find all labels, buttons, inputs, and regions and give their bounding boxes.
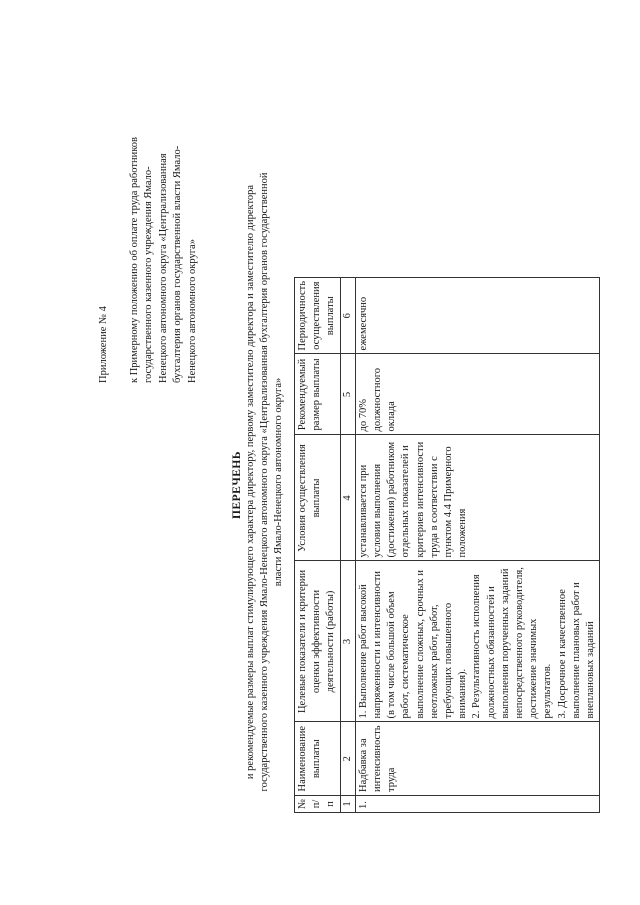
appendix-reference: к Примерному положению об оплате труда работников государственного казенного учреждения Ямало-Ненецкого автономного округа «Централизованная бухгалтерия органов государственной власти Ямало-Ненецкого автономного округа» bbox=[129, 137, 198, 383]
column-number: 3 bbox=[340, 561, 355, 722]
table-header-row bbox=[295, 277, 341, 812]
document-subheading: и рекомендуемые размеры выплат стимулирующего характера директору, первому заместителю директора и заместителю директора государственного казенного учреждения Ямало-Ненецкого автономного округа «Централизованная бухгалтерия органов государственной власти Ямало-Ненецкого автономного округа» bbox=[245, 172, 284, 792]
column-number: 4 bbox=[340, 435, 355, 561]
header-number: № п/п bbox=[295, 795, 341, 812]
column-number: 1 bbox=[340, 795, 355, 812]
row-periodicity: ежемесячно bbox=[355, 277, 599, 353]
header-payment-name: Наименование выплаты bbox=[295, 722, 341, 796]
row-number: 1. bbox=[355, 795, 599, 812]
header-criteria: Целевые показатели и критерии оценки эффективности деятельности (работы) bbox=[295, 561, 341, 722]
column-number: 5 bbox=[340, 354, 355, 435]
row-criteria: 1. Выполнение работ высокой напряженности и интенсивности (в том числе большой объем работ, систематическое выполнение сложных, срочных и неотложных работ, работ, требующих повышенного внимания). 2. Результативность исполнения должностных обязанностей и выполнения порученных заданий непосредственного руководителя, достижение значимых результатов. 3. Досрочное и качественное выполнение плановых работ и внеплановых заданий bbox=[355, 561, 599, 722]
header-conditions: Условия осуществления выплаты bbox=[295, 435, 341, 561]
column-number: 6 bbox=[340, 277, 355, 353]
header-amount: Рекомендуемый размер выплаты bbox=[295, 354, 341, 435]
header-periodicity: Периодичность осуществления выплаты bbox=[295, 277, 341, 353]
column-number: 2 bbox=[340, 722, 355, 796]
row-amount: до 70% должностного оклада bbox=[355, 354, 599, 435]
column-number-row bbox=[340, 277, 355, 812]
table-row bbox=[355, 277, 599, 812]
payments-table bbox=[294, 277, 600, 813]
appendix-title: Приложение № 4 bbox=[98, 306, 109, 383]
document-heading: ПЕРЕЧЕНЬ bbox=[231, 451, 243, 519]
row-conditions: устанавливается при условии выполнения (достижения) работником отдельных показателей и критериев интенсивности труда в соответствии с пунктом 4.4 Примерного положения bbox=[355, 435, 599, 561]
row-payment-name: Надбавка за интенсивность труда bbox=[355, 722, 599, 796]
